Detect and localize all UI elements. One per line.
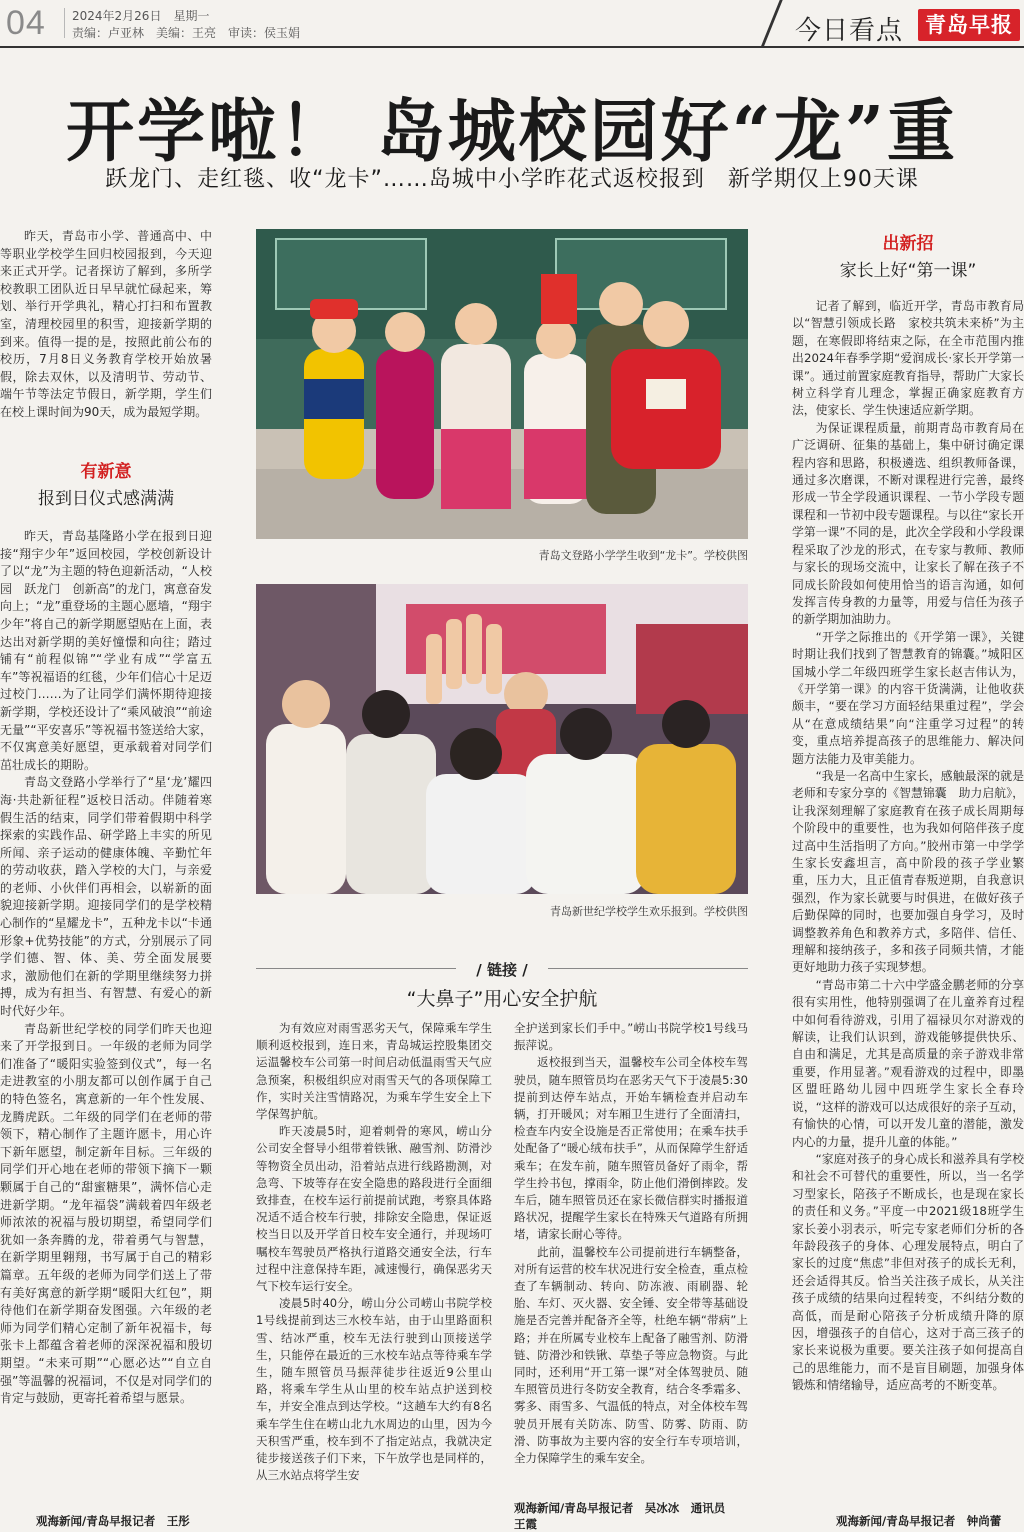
link-title: “大鼻子”用心安全护航 <box>406 988 598 1010</box>
left-intro <box>0 228 212 440</box>
bottom-photo-caption: 青岛新世纪学校学生欢乐报到。学校供图 <box>550 905 748 918</box>
link-paragraph: 昨天凌晨5时，迎着刺骨的寒风，崂山分公司安全督导小组带着铁锹、融雪剂、防滑沙等物资全员出动，沿着站点进行线路勘测，对急弯、下坡等存在安全隐患的路段进行全面细致排查，在校车运行前提前试跑，考察具体路况适不适合校车行驶，排除安全隐患，保证返校当日以及开学首日校车安全通行，并现场叮嘱校车驾驶员严格执行道路交通安全法，行车过程中注意保持车距，减速慢行，确保恶劣天气下校车运行安全。 <box>256 1124 492 1294</box>
body-paragraph: “青岛市第二十六中学盛金鹏老师的分享很有实用性，他特别强调了在儿童养育过程中如何看待游戏，引用了福禄贝尔对游戏的解读，让我们认识到，游戏能够提供快乐、自由和满足，尤其是高质量的亲子游戏非常重要，作用显著。”观看游戏的过程中，即墨区盟旺路幼儿园中四班学生家长全春玲说，“这样的游戏可以达成很好的亲子互动，有愉快的心情，可以开发儿童的潜能，激发内心的力量，提升儿童的体能。” <box>792 977 1024 1149</box>
link-paragraph: 返校报到当天，温馨校车公司全体校车驾驶员，随车照管员均在恶劣天气下于凌晨5:30提前到达停车站点，开始车辆检查并启动车辆，打开暖风；对车厢卫生进行了全面清扫，检查车内安全设施是否正常使用；在乘车扶手处配备了“暖心绒布扶手”，从而保障学生舒适乘车；在发车前，随车照管员备好了雨伞，帮学生拎书包，撑雨伞，防止他们滑倒摔跤。发车后，随车照管员还在家长微信群实时播报道路状况，提醒学生家长在特殊天气道路有所拥堵，请家长耐心等待。 <box>514 1055 748 1242</box>
link-column-2 <box>514 1020 748 1496</box>
left-body <box>0 528 212 1508</box>
main-headline: 开学啦！ 岛城校园好“龙”重 <box>66 92 958 172</box>
left-byline: 观海新闻/青岛早报记者 王彤 <box>36 1514 190 1528</box>
link-paragraph: 凌晨5时40分，崂山分公司崂山书院学校1号线提前到达三水校车站，由于山里路面积雪、结冰严重，校车无法行驶到山顶接送学生，只能停在最近的三水校车站点等待乘车学生，随车照管员马振萍徒步往返近9公里山路，将乘车学生从山里的校车站点护送到校车，并安全准点到达学校。“这趟车大约有8名乘车学生住在崂山北九水周边的山里，因为今天积雪严重，校车到不了指定站点，我就决定徒步接送孩子们下来，下午放学也是同样的，从三水站点将学生安 <box>256 1296 492 1483</box>
body-paragraph: 青岛文登路小学举行了“星‘龙’耀四海·共赴新征程”返校日活动。伴随着寒假生活的结束，同学们带着假期中科学探索的实践作品、研学路上丰实的所见所闻、亲子运动的健康体魄、辛勤忙年的劳动收获，踏入学校的大门，与亲爱的老师、小伙伴们再相会，以崭新的面貌迎接新学期。迎接同学们的是学校精心制作的“星耀龙卡”，五种龙卡以“卡通形象+优势技能”的方式，分别展示了同学们德、智、体、美、劳全面发展要求，激励他们在新的学期里继续努力拼搏，成为有担当、有智慧、有爱心的新时代好少年。 <box>0 775 212 1019</box>
right-section-title: 家长上好“第一课” <box>839 261 977 281</box>
photo-students-dragon-cards <box>256 229 748 539</box>
right-body <box>792 298 1024 1508</box>
photo-students-high-five <box>256 584 748 894</box>
editor-credits: 责编：卢亚林 美编：王亮 审读：侯玉娟 <box>72 26 301 40</box>
sub-headline: 跃龙门、走红毯、收“龙卡”……岛城中小学昨花式返校报到 新学期仅上90天课 <box>105 167 919 192</box>
page-number: 04 <box>6 4 46 42</box>
link-paragraph: 此前，温馨校车公司提前进行车辆整备，对所有运营的校车状况进行安全检查，重点检查了车辆制动、转向、防冻液、雨刷器、轮胎、车灯、灭火器、安全锤、安全带等基础设施是否完善并配备齐全等，杜绝车辆“带病”上路；并在所属专业校车上配备了融雪剂、防滑链、防滑沙和铁锹、草垫子等应急物资。与此同时，还利用“开工第一课”对全体驾驶员、随车照管员进行冬防安全教育，结合冬季霜多、雾多、雨雪多、气温低的特点，对全体校车驾驶员开展有关防冻、防雪、防雾、防雨、防滑、防事故为主要内容的安全行车专项培训，全力保障学生的乘车安全。 <box>514 1244 748 1466</box>
link-paragraph: 全护送到家长们手中。”崂山书院学校1号线马振萍说。 <box>514 1021 748 1053</box>
newspaper-logo: 青岛早报 <box>918 9 1020 41</box>
link-label-text: 链接 <box>486 961 517 979</box>
right-section-kicker: 出新招 <box>882 234 934 254</box>
link-column-1 <box>256 1020 492 1528</box>
header-rule <box>0 46 1024 48</box>
body-paragraph: “开学之际推出的《开学第一课》，关键时期让我们找到了智慧教育的锦囊。”城阳区国城小学二年级四班学生家长赵吉伟认为，《开学第一课》的内容干货满满，让他收获颇丰，“要在学习方面轻结果重过程”，学会从“在意成绩结果”向“注重学习过程”的转变，重点培养提高孩子的思维能力、解决问题方法能力及审美能力。 <box>792 629 1024 766</box>
top-photo-caption: 青岛文登路小学学生收到“龙卡”。学校供图 <box>538 549 748 562</box>
body-paragraph: 为保证课程质量，前期青岛市教育局在广泛调研、征集的基础上，集中研讨确定课程内容和思路，积极遴选、组织教师备课，通过多次磨课，不断对课程进行完善，最终形成一节全学段通识课程、一节小学段专题课程和一节初中段专题课程。与以往“家长开学第一课”不同的是，此次全学段和小学段课程采取了沙龙的形式，在专家与教师、教师与家长的现场交流中，让家长了解在孩子不同成长阶段如何使用恰当的语言沟通，如何发挥言传身教的力量等，用爱与信任为孩子的新学期加油助力。 <box>792 420 1024 627</box>
link-paragraph: 为有效应对雨雪恶劣天气，保障乘车学生顺利返校报到，连日来，青岛城运控股集团交运温馨校车公司第一时间启动低温雨雪天气应急预案，积极组织应对雨雪天气的各项保障工作，实时关注雪情路况，为乘车学生安全上下学保驾护航。 <box>256 1021 492 1122</box>
link-rule-right <box>548 968 748 969</box>
photo-illustration <box>256 229 748 539</box>
link-byline: 观海新闻/青岛早报记者 吴冰冰 通讯员 王霞 <box>514 1501 737 1531</box>
link-rule-left <box>256 968 456 969</box>
right-section-head <box>792 229 1024 281</box>
left-section-kicker: 有新意 <box>80 462 132 482</box>
issue-date: 2024年2月26日 星期一 <box>72 9 210 23</box>
body-paragraph: 昨天，青岛基隆路小学在报到日迎接“翔宇少年”返回校园，学校创新设计了以“龙”为主题的特色迎新活动，“人校园 跃龙门 创新高”的龙门，寓意奋发向上；“龙”重登场的主题心愿墙，“翔宇少年”将自己的新学期愿望贴在上面，表达出对新学期的美好憧憬和向往；踏过铺有“前程似锦”“学业有成”“学富五车”等祝福语的红毯，少年们信心十足迈过校门……为了让同学们满怀期待迎接新学期，学校还设计了“乘风破浪”“前途无量”“平安喜乐”等祝福书签送给大家，不仅寓意美好愿望，更承载着对同学们茁壮成长的期盼。 <box>0 529 212 772</box>
body-paragraph: “家庭对孩子的身心成长和滋养具有学校和社会不可替代的重要性，所以，当一名学习型家长，陪孩子不断成长，也是现在家长的责任和义务。”平度一中2021级18班学生家长姜小羽表示，听完专家老师们分析的各年龄段孩子的身体、心理发展特点，明白了家长的过度“焦虑”非但对孩子的成长无利，还会适得其反。恰当关注孩子成长，从关注孩子成绩的结果向过程转变，不纠结分数的高低，而是耐心陪孩子分析成绩升降的原因，增强孩子的自信心，这对于高三孩子的家长来说极为重要。要关注孩子如何提高自己的思维能力，而不是盲目刷题，加强身体锻炼和情绪输导，适应高考的不断变革。 <box>792 1151 1024 1393</box>
body-paragraph: 记者了解到，临近开学，青岛市教育局以“智慧引领成长路 家校共筑未来桥”为主题，在寒假即将结束之际，在全市范围内推出2024年春季学期“爱润成长·家长开学第一课”。通过前置家庭教育指导，帮助广大家长树立科学育儿理念，掌握正确家庭教育方法，使家长、学生快速适应新学期。 <box>792 299 1024 418</box>
link-label: / 链接 / <box>476 961 528 979</box>
photo-illustration <box>256 584 748 894</box>
header-slash <box>760 0 782 48</box>
left-section-head <box>0 457 212 509</box>
body-paragraph: “我是一名高中生家长，感触最深的就是老师和专家分享的《智慧锦囊 助力启航》，让我深刻理解了家庭教育在孩子成长周期每个阶段中的重要性，也为我如何陪伴孩子度过高中生活指明了方向。”胶州市第一中学学生家长安鑫坦言，高中阶段的孩子学业繁重，压力大，且正值青春叛逆期，自我意识强烈，作为家长就要与时俱进，在做好孩子后勤保障的同时，也要加强自身学习，及时调整教养角色和教养方式，多陪伴、信任、理解和接纳孩子，多和孩子同频共情，才能更好地助力孩子实现梦想。 <box>792 768 1024 975</box>
body-paragraph: 青岛新世纪学校的同学们昨天也迎来了开学报到日。一年级的老师为同学们准备了“暖阳实验签到仪式”，每一名走进教室的小朋友都可以创作属于自己的特色签名，寓意新的一年个性发展、龙腾虎跃。二年级的同学们在老师的带领下，精心制作了主题许愿卡，用心许下新年愿望，制定新年目标。三年级的同学们开心地在老师的带领下摘下一颗颗属于自己的“甜蜜糖果”，满怀信心走进新学期。“龙年福袋”满载着四年级老师浓浓的祝福与殷切期望，希望同学们犹如一条奔腾的龙，带着勇气与智慧，在新学期里翱翔，书写属于自己的精彩篇章。五年级的老师为同学们送上了带有美好寓意的新学期“暖阳大红包”，期待他们在新学期奋发图强。六年级的老师为同学们精心定制了新年祝福卡，每张卡上都蕴含着老师的深深祝福和殷切期望。“未来可期”“心愿必达”“自立自强”等温馨的祝福词，不仅是对同学们的肯定与鼓励，更寄托着希望与愿景。 <box>0 1021 212 1406</box>
intro-paragraph: 昨天，青岛市小学、普通高中、中等职业学校学生回归校园报到，今天迎来正式开学。记者探访了解到，多所学校教职工团队近日早早就忙碌起来，筹划、举行开学典礼，精心打扫和布置教室，清理校园里的积雪，迎接新学期的到来。值得一提的是，按照此前公布的校历，7月8日义务教育学校开始放暑假，除去双休，以及清明节、劳动节、端午节等法定节假日，新学期，学生们在校上课时间为90天，成为最短学期。 <box>0 229 212 419</box>
section-name: 今日看点 <box>795 16 904 46</box>
right-byline: 观海新闻/青岛早报记者 钟尚蕾 <box>836 1514 1002 1528</box>
header-divider <box>64 8 65 38</box>
left-section-title: 报到日仪式感满满 <box>38 489 174 509</box>
